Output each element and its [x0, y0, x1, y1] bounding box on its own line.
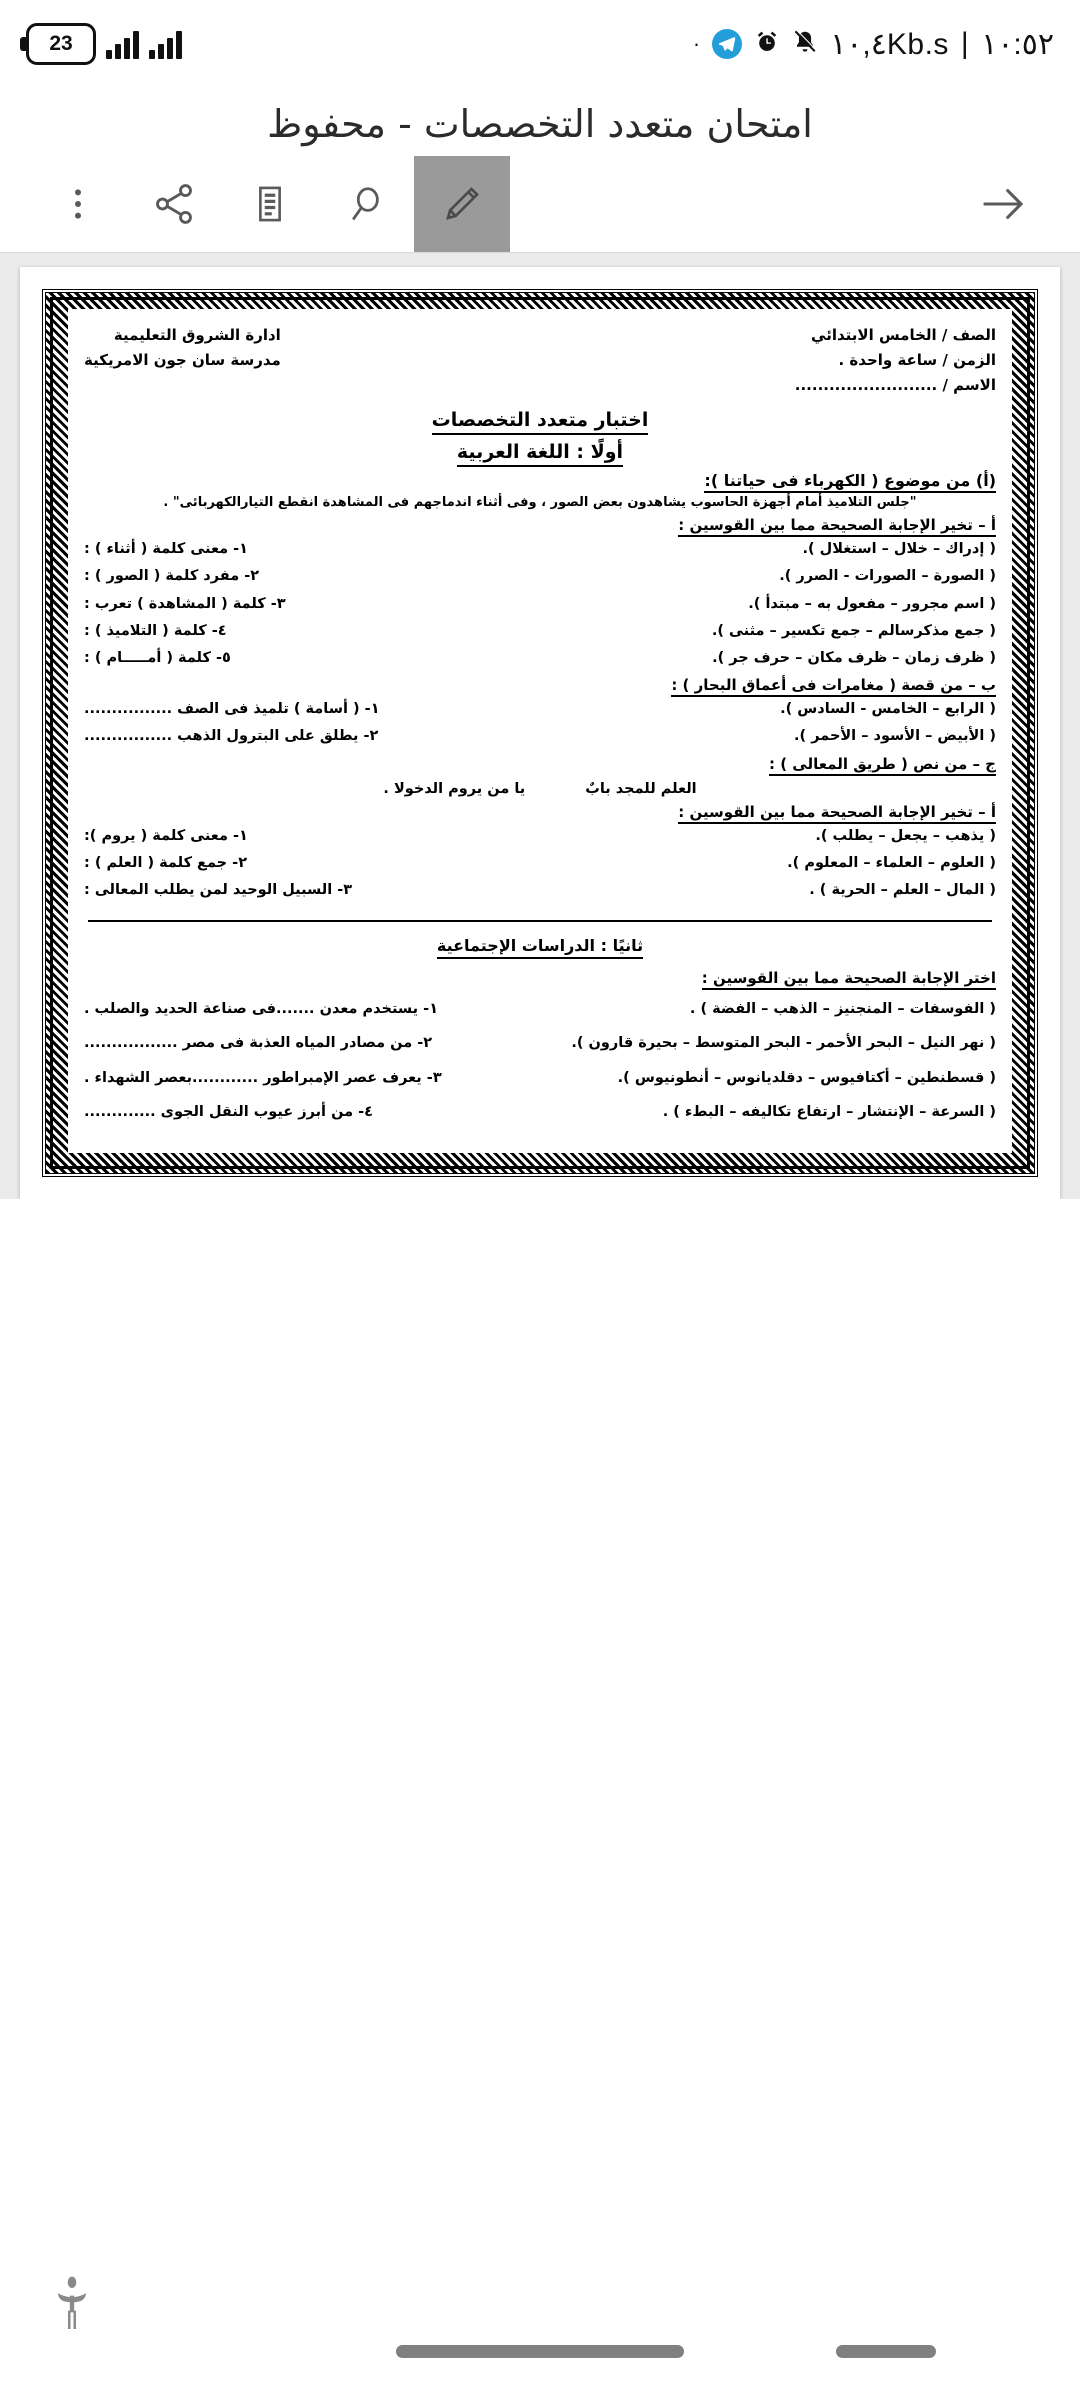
battery-icon: [26, 23, 96, 65]
question-options: ( نهر النيل – البحر الأحمر - البحر المتوسط – بحيرة قارون ).: [571, 1035, 996, 1052]
section-b-heading: ب – من قصة ( مغامرات فى أعماق البحار ) :: [84, 676, 996, 694]
question-options: ( قسطنطين – أكتافيوس – دقلديانوس – أنطونيوس ).: [617, 1069, 996, 1086]
verse-first-hemistich: العلم للمجد بابٌ: [585, 780, 697, 797]
question-text: ٣- يعرف عصر الإمبراطور ............بعصر الشهداء .: [84, 1069, 442, 1086]
document-content: [68, 309, 1012, 1153]
question-options: ( العلوم – العلماء – المعلوم ).: [787, 854, 996, 871]
question-options: ( الأبيض – الأسود – الأحمر ).: [794, 728, 996, 745]
home-gesture-bar[interactable]: [396, 2345, 684, 2358]
share-icon[interactable]: [126, 156, 222, 252]
question-row: [84, 565, 996, 588]
question-row: [84, 698, 996, 721]
status-bar-left: [26, 23, 182, 65]
question-text: ٣- كلمة ( المشاهدة ) تعرب :: [84, 595, 286, 612]
question-text: ١- يستخدم معدن .......فى صناعة الحديد والصلب .: [84, 1001, 439, 1018]
question-options: ( ظرف زمان – ظرف مكان – حرف جر ).: [712, 650, 996, 666]
subject-one-title: أولًا : اللغة العربية: [84, 441, 996, 463]
question-options: ( إدراك – خلال – استغلال ).: [802, 541, 996, 558]
document-decorative-border: [42, 289, 1038, 1177]
question-options: ( الرابع – الخامس - السادس ).: [780, 701, 996, 718]
more-options-icon[interactable]: [30, 156, 126, 252]
section-a-heading: (أ) من موضوع ( الكهرباء فى حياتنا ):: [84, 471, 996, 490]
question-text: ٣- السبيل الوحيد لمن يطلب المعالى :: [84, 881, 353, 898]
header-grade: الصف / الخامس الابتدائي: [811, 326, 996, 344]
page-title: امتحان متعدد التخصصات - محفوظ: [267, 102, 813, 146]
section-divider: [88, 920, 992, 922]
question-text: ٤- كلمة ( التلاميذ ) :: [84, 622, 227, 639]
section-c-heading: ج – من نص ( طريق المعالى ) :: [84, 755, 996, 773]
side-gesture-bar[interactable]: [836, 2345, 936, 2358]
document-page: [20, 267, 1060, 1199]
question-row: [84, 1067, 996, 1090]
status-bar-right: [693, 27, 1054, 62]
question-row: [84, 620, 996, 643]
telegram-icon: [712, 29, 742, 59]
signal-bars-sim1-icon: [106, 29, 139, 59]
notification-dot-icon: ·: [692, 31, 701, 56]
section-c-instruction: أ – تخير الإجابة الصحيحة مما بين القوسين :: [84, 803, 996, 821]
question-text: ١- معنى كلمة ( أثناء ) :: [84, 541, 249, 558]
header-administration: ادارة الشروق التعليمية: [113, 326, 281, 344]
question-text: ٥- كلمة ( أمـــــام ) :: [84, 650, 231, 666]
clock-label: ١٠:٥٢: [981, 27, 1054, 61]
header-duration: الزمن / ساعة واحدة .: [838, 350, 996, 369]
question-row: [84, 852, 996, 875]
network-speed-label: ١٠,٤Kb.s: [830, 27, 949, 61]
question-text: ١- معنى كلمة ( يروم ):: [84, 827, 248, 844]
signal-bars-sim2-icon: [149, 29, 182, 59]
question-row: [84, 1101, 996, 1124]
section-a-instruction: أ – تخير الإجابة الصحيحة مما بين القوسين :: [84, 516, 996, 534]
question-row: [84, 1032, 996, 1055]
question-text: ٢- مفرد كلمة ( الصور ) :: [84, 568, 260, 585]
question-text: ١- ( أسامة ) تلميذ فى الصف ................: [84, 701, 380, 718]
question-text: ٢- يطلق على البترول الذهب ................: [84, 728, 379, 745]
section-d-instruction: اختر الإجابة الصحيحة مما بين القوسين :: [84, 969, 996, 987]
section-a-passage: "جلس التلاميذ أمام أجهزة الحاسوب يشاهدون بعض الصور ، وفى أثناء اندماجهم فى المشاهدة انقطع التيارالكهربائى" .: [163, 495, 917, 511]
poem-verse: [84, 781, 996, 797]
question-text: ٢- جمع كلمة ( العلم ) :: [84, 854, 248, 871]
document-header: [84, 323, 996, 397]
subject-two-title: ثانيًا : الدراسات الإجتماعية: [84, 936, 996, 955]
question-row: [84, 647, 996, 670]
question-options: ( يذهب – يجعل – يطلب ).: [815, 827, 996, 844]
system-navigation-bar: [0, 2250, 1080, 2400]
edit-icon[interactable]: [414, 156, 510, 252]
verse-second-hemistich: يا من يروم الدخولا .: [383, 780, 526, 797]
question-options: ( الصورة – الصورات - الصرر ).: [779, 568, 996, 585]
header-name-field: الاسم / .........................: [794, 375, 996, 394]
question-row: [84, 825, 996, 848]
document-icon[interactable]: [222, 156, 318, 252]
question-options: ( اسم مجرور – مفعول به – مبتدأ ).: [748, 595, 996, 612]
question-options: ( السرعة – الإنتشار – ارتفاع تكاليفه – البطء ) .: [662, 1103, 996, 1120]
question-options: ( الفوسفات – المنجنيز – الذهب – الفضة ) .: [689, 1001, 996, 1018]
viewer-empty-space: [0, 1199, 1080, 1759]
mute-icon: [792, 29, 818, 59]
header-school-info: [84, 323, 281, 373]
battery-level: 23: [49, 32, 73, 55]
exam-title: اختبار متعدد التخصصات: [84, 409, 996, 431]
question-row: [84, 879, 996, 902]
status-separator: |: [960, 27, 970, 60]
question-row: [84, 538, 996, 561]
search-icon[interactable]: [318, 156, 414, 252]
header-class-info: [795, 323, 996, 397]
question-text: ٤- من أبرز عيوب النقل الجوى .............: [84, 1103, 374, 1120]
app-bar: [0, 88, 1080, 253]
status-bar: [0, 0, 1080, 88]
question-options: ( المال – العلم – الحرية ) .: [809, 881, 996, 898]
question-options: ( جمع مذكرسالم – جمع تكسير – مثنى ).: [711, 622, 996, 639]
question-row: [84, 725, 996, 748]
header-school: مدرسة سان جون الامريكية: [84, 350, 281, 369]
question-text: ٢- من مصادر المياه العذبة فى مصر .................: [84, 1035, 433, 1052]
toolbar: [0, 156, 1080, 252]
document-viewer[interactable]: [0, 253, 1080, 1199]
alarm-icon: [754, 29, 780, 59]
accessibility-icon[interactable]: [52, 2275, 92, 2338]
arrow-right-icon[interactable]: [954, 156, 1050, 252]
question-row: [84, 593, 996, 616]
question-row: [84, 998, 996, 1021]
